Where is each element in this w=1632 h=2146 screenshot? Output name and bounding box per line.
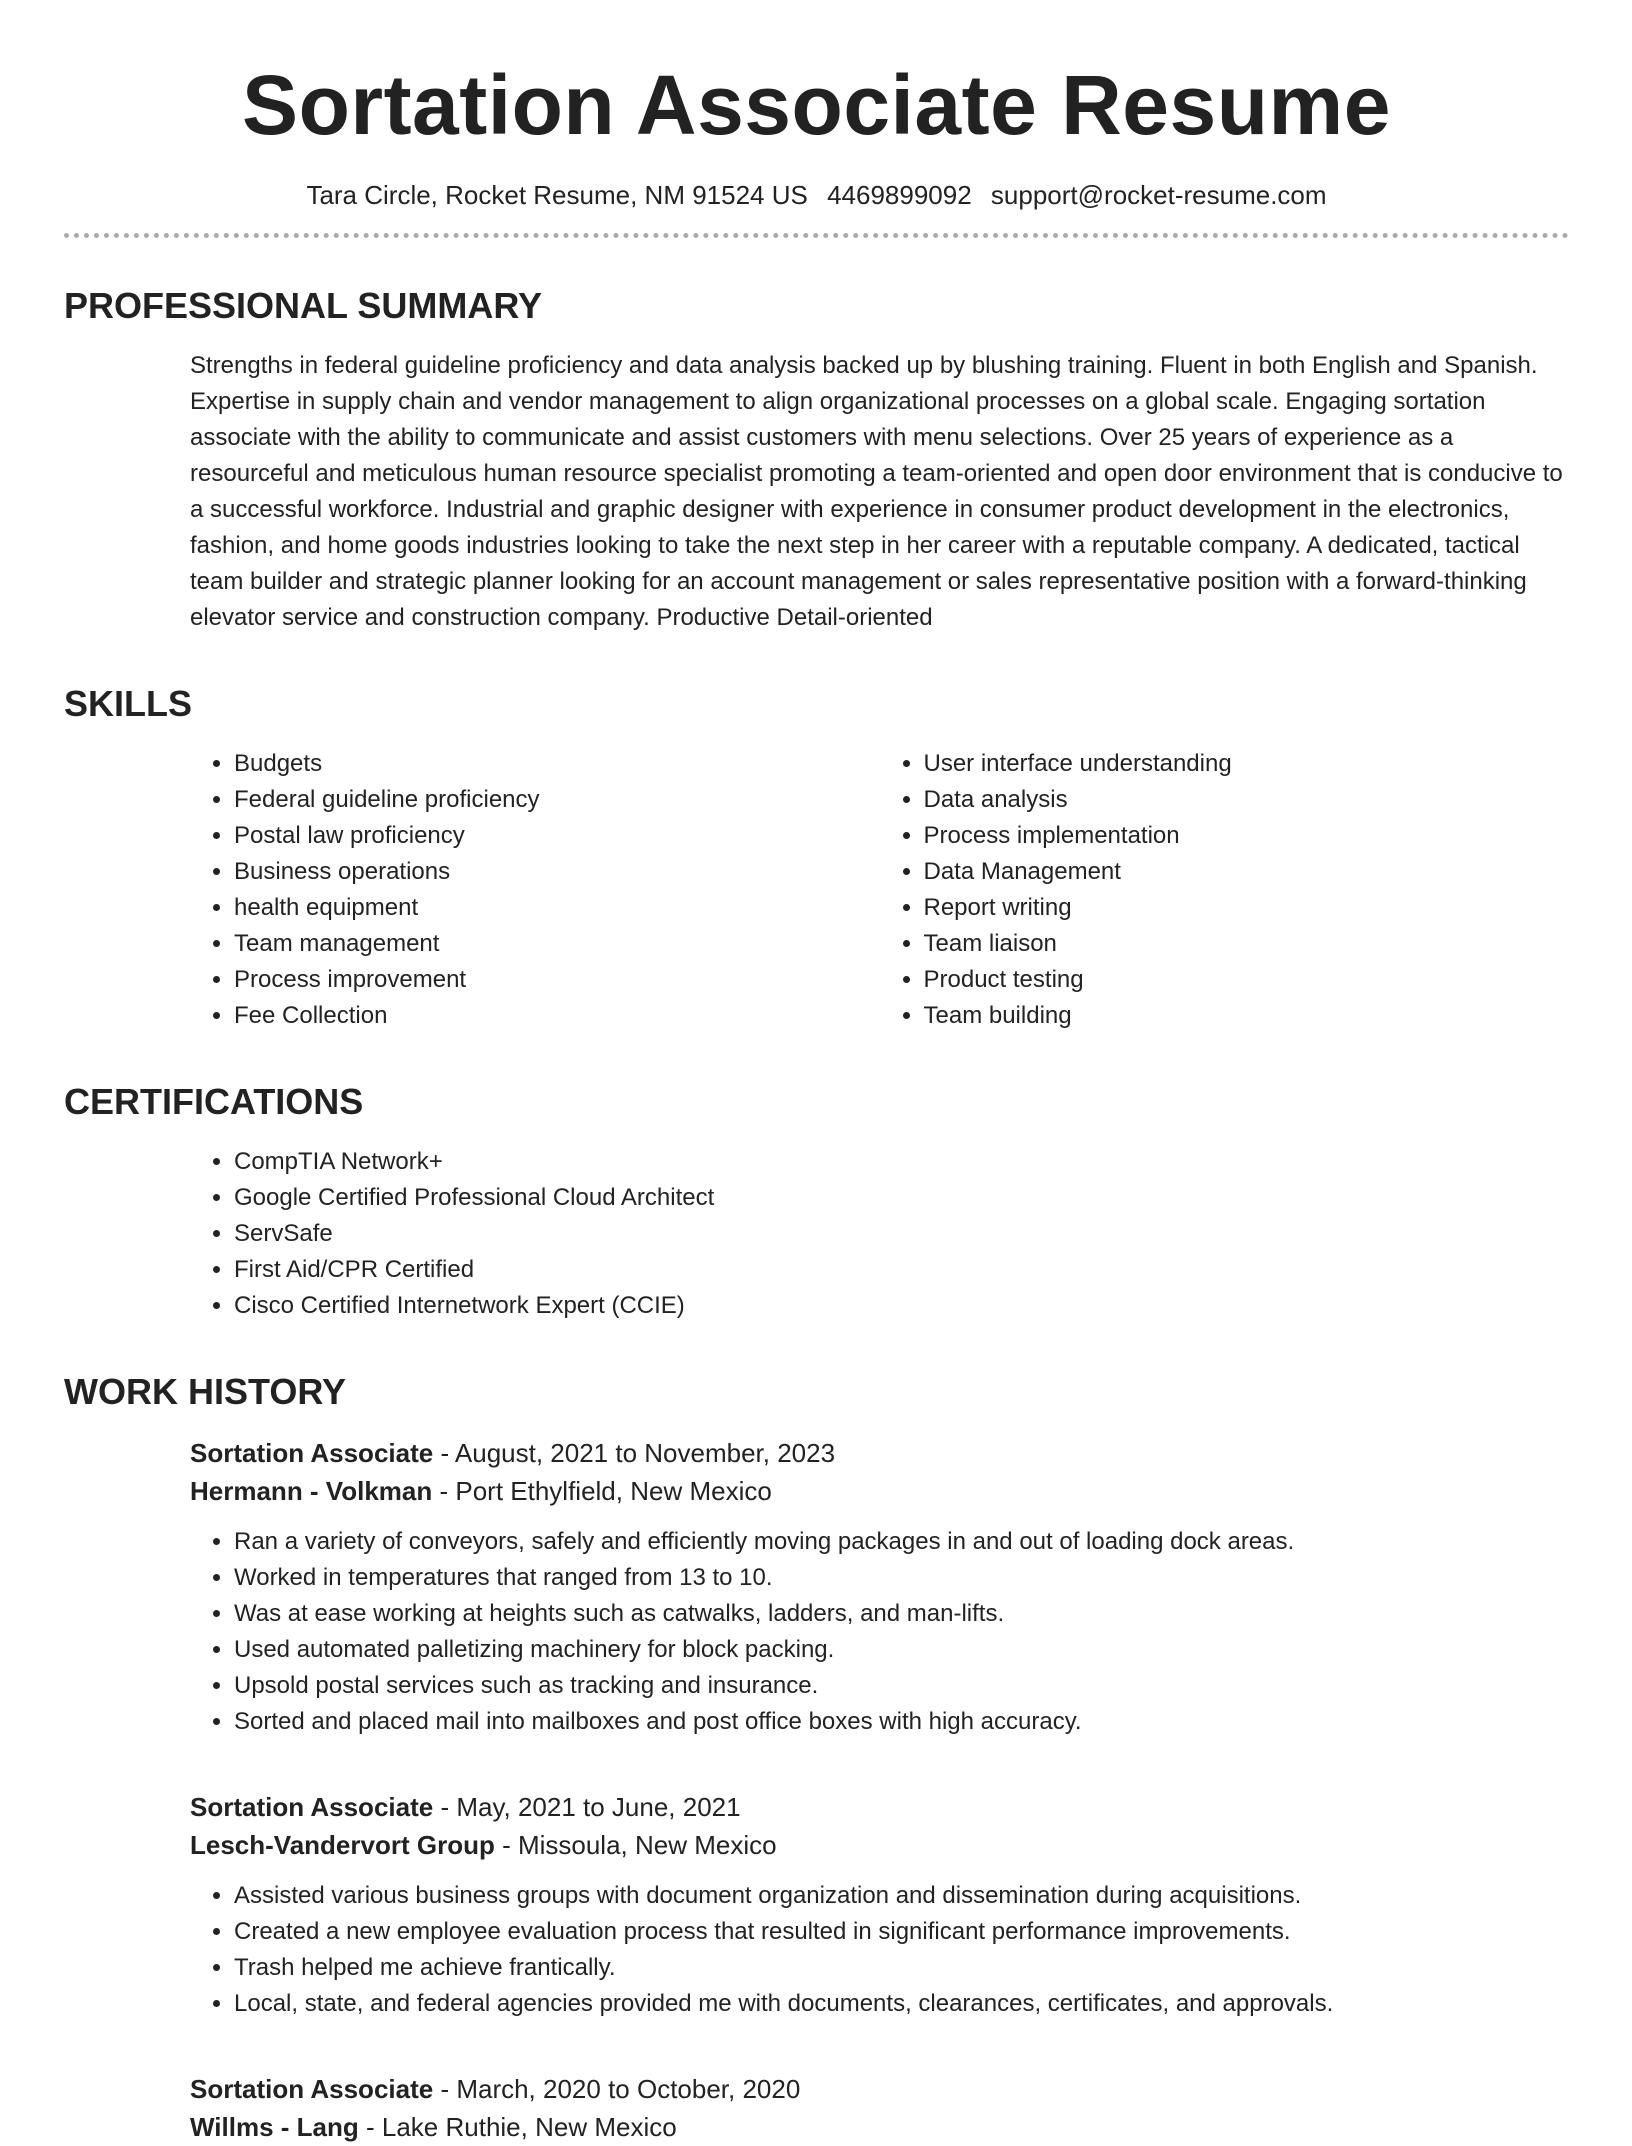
job-entry — [190, 1788, 1569, 2022]
contact-address: Tara Circle, Rocket Resume, NM 91524 US — [306, 180, 808, 210]
contact-email[interactable]: support@rocket-resume.com — [990, 180, 1327, 210]
skill-item: • Budgets — [234, 746, 880, 782]
job-entry — [190, 1434, 1569, 1740]
job-company: Lesch-Vandervort Group — [190, 1830, 495, 1860]
skills-list — [190, 746, 1569, 1034]
skill-item: • Process implementation — [924, 818, 1570, 854]
resume-page — [64, 0, 1569, 2146]
work-history-list — [190, 1434, 1569, 2146]
skills-right-column — [880, 746, 1570, 1034]
job-location: - Missoula, New Mexico — [494, 1830, 777, 1860]
job-location: - Port Ethylfield, New Mexico — [432, 1476, 772, 1506]
resume-title: Sortation Associate Resume — [242, 58, 1391, 152]
job-title-line — [190, 1434, 1569, 1472]
skill-item: • Data analysis — [924, 782, 1570, 818]
job-bullet: • Worked in temperatures that ranged from 13 to 10. — [234, 1560, 1569, 1596]
job-title: Sortation Associate — [190, 1438, 434, 1468]
job-title: Sortation Associate — [190, 1792, 434, 1822]
skill-item: • Team building — [924, 998, 1570, 1034]
job-company-line — [190, 1472, 1569, 1510]
job-bullet: • Local, state, and federal agencies provided me with documents, clearances, certificates, and approvals. — [234, 1986, 1569, 2022]
job-bullet: • Assisted various business groups with document organization and dissemination during acquisitions. — [234, 1878, 1569, 1914]
job-bullets — [190, 1878, 1569, 2022]
certification-item: • Cisco Certified Internetwork Expert (CCIE) — [234, 1288, 1569, 1324]
summary-text: Strengths in federal guideline proficiency and data analysis backed up by blushing training. Fluent in both English and Spanish. Expertise in supply chain and vendor management to align organizational processes on a global scale. Engaging sortation associate with the ability to communicate and assist customers with menu selections. Over 25 years of experience as a resourceful and meticulous human resource specialist promoting a team-oriented and open door environment that is conducive to a successful workforce. Industrial and graphic designer with experience in consumer product development in the electronics, fashion, and home goods industries looking to take the next step in her career with a reputable company. A dedicated, tactical team builder and strategic planner looking for an account management or sales representative position with a forward-thinking elevator service and construction company. Productive Detail-oriented — [190, 352, 1563, 631]
job-company-line — [190, 2108, 1569, 2146]
job-company: Hermann - Volkman — [190, 1476, 433, 1506]
certifications-heading: CERTIFICATIONS — [64, 1081, 364, 1122]
skill-item: • Fee Collection — [234, 998, 880, 1034]
certification-item: • Google Certified Professional Cloud Architect — [234, 1180, 1569, 1216]
job-title-line — [190, 2070, 1569, 2108]
skill-item: • Team liaison — [924, 926, 1570, 962]
skills-heading: SKILLS — [64, 683, 193, 724]
certification-item: • ServSafe — [234, 1216, 1569, 1252]
job-bullet: • Sorted and placed mail into mailboxes and post office boxes with high accuracy. — [234, 1704, 1569, 1740]
summary-heading: PROFESSIONAL SUMMARY — [64, 285, 543, 326]
job-dates: - August, 2021 to November, 2023 — [433, 1438, 836, 1468]
job-company-line — [190, 1826, 1569, 1864]
contact-phone: 4469899092 — [827, 180, 972, 210]
skill-item: • Report writing — [924, 890, 1570, 926]
skill-item: • Federal guideline proficiency — [234, 782, 880, 818]
skill-item: • Postal law proficiency — [234, 818, 880, 854]
job-bullet: • Ran a variety of conveyors, safely and efficiently moving packages in and out of loading dock areas. — [234, 1524, 1569, 1560]
skill-item: • Team management — [234, 926, 880, 962]
job-company: Willms - Lang — [190, 2112, 359, 2142]
skill-item: • User interface understanding — [924, 746, 1570, 782]
skill-item: • Data Management — [924, 854, 1570, 890]
contact-line — [64, 177, 1569, 213]
certification-item: • First Aid/CPR Certified — [234, 1252, 1569, 1288]
job-title-line — [190, 1788, 1569, 1826]
job-bullet: • Used automated palletizing machinery for block packing. — [234, 1632, 1569, 1668]
certification-item: • CompTIA Network+ — [234, 1144, 1569, 1180]
skill-item: • Product testing — [924, 962, 1570, 998]
work-history-heading: WORK HISTORY — [64, 1371, 347, 1412]
job-location: - Lake Ruthie, New Mexico — [358, 2112, 677, 2142]
job-bullets — [190, 1524, 1569, 1740]
job-dates: - May, 2021 to June, 2021 — [433, 1792, 741, 1822]
skill-item: • health equipment — [234, 890, 880, 926]
skill-item: • Process improvement — [234, 962, 880, 998]
job-bullet: • Created a new employee evaluation process that resulted in significant performance improvements. — [234, 1914, 1569, 1950]
certifications-list — [190, 1144, 1569, 1324]
job-bullet: • Trash helped me achieve frantically. — [234, 1950, 1569, 1986]
skill-item: • Business operations — [234, 854, 880, 890]
job-bullet: • Upsold postal services such as tracking and insurance. — [234, 1668, 1569, 1704]
job-entry — [190, 2070, 1569, 2146]
job-bullet: • Was at ease working at heights such as catwalks, ladders, and man-lifts. — [234, 1596, 1569, 1632]
header-divider — [64, 233, 1569, 238]
job-title: Sortation Associate — [190, 2074, 434, 2104]
skills-left-column — [190, 746, 880, 1034]
job-dates: - March, 2020 to October, 2020 — [433, 2074, 801, 2104]
